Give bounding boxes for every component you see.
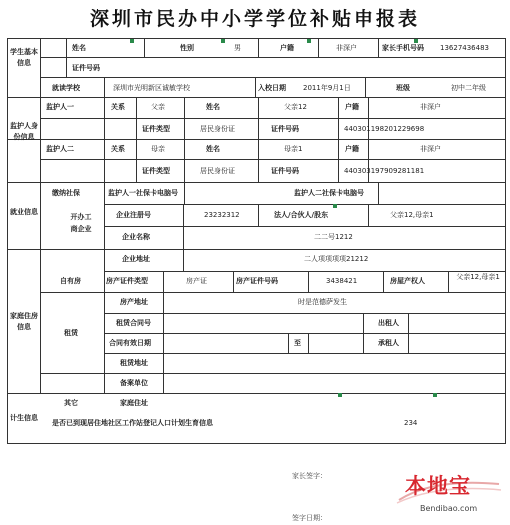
guardian1-idno-value[interactable]: 440301198201229698 (344, 125, 425, 133)
guardian2-name-label: 姓名 (206, 145, 220, 153)
guardian1-label: 监护人一 (46, 103, 74, 111)
parent-phone-label: 家长手机号码 (382, 44, 424, 52)
section-employment: 就业信息 (10, 208, 38, 216)
property-addr-value[interactable]: 时是范德萨发生 (298, 298, 347, 306)
page-title: 深圳市民办中小学学位补贴申报表 (89, 8, 420, 30)
student-gender-label: 性别 (180, 44, 194, 52)
guardian1-idtype-label: 证件类型 (142, 125, 170, 133)
cert-no-label: 房产证件号码 (236, 277, 278, 285)
guardian1-rel-value[interactable]: 父亲 (151, 103, 165, 111)
section-family-planning: 计生信息 (10, 414, 38, 422)
rent-addr-label: 租赁地址 (120, 359, 148, 367)
admit-date-value[interactable]: 2011年9月1日 (303, 84, 351, 92)
guardian2-idtype-label: 证件类型 (142, 167, 170, 175)
guardian2-rel-value[interactable]: 母亲 (151, 145, 165, 153)
section-student: 学生基本信息 (10, 48, 38, 67)
guardian1-name-value[interactable]: 父亲12 (284, 103, 307, 111)
cert-type-value[interactable]: 房产证 (186, 277, 207, 285)
guardian2-hukou-value[interactable]: 非深户 (420, 145, 441, 153)
cert-type-label: 房产证件类型 (106, 277, 148, 285)
parent-signature-label: 家长签字： (292, 472, 327, 480)
cert-no-value[interactable]: 3438421 (326, 277, 358, 285)
guardian1-rel-label: 关系 (111, 103, 125, 111)
grade-value[interactable]: 初中二年级 (451, 84, 486, 92)
company-name-value[interactable]: 二二号1212 (314, 233, 353, 241)
student-gender-value[interactable]: 男 (234, 44, 241, 52)
school-value[interactable]: 深圳市光明新区诚敏学校 (113, 84, 190, 92)
family-planning-value[interactable]: 234 (404, 419, 418, 427)
period-label: 合同有效日期 (109, 339, 151, 347)
guardian2-label: 监护人二 (46, 145, 74, 153)
rent-label: 租赁 (64, 329, 78, 337)
lessee-label: 承租人 (378, 339, 399, 347)
sign-date-label: 签字日期： (292, 514, 327, 522)
section-guardian: 监护人身份信息 (10, 122, 38, 141)
bendibao-logo-text: 本地宝 (405, 474, 471, 498)
owner-value[interactable]: 父亲12,母亲1 (456, 273, 500, 281)
student-name-label: 姓名 (72, 44, 86, 52)
company-addr-label: 企业地址 (122, 255, 150, 263)
guardian2-idno-value[interactable]: 440303197909281181 (344, 167, 425, 175)
period-to-label: 至 (294, 339, 301, 347)
student-hukou-value[interactable]: 非深户 (336, 44, 357, 52)
application-form (7, 38, 506, 444)
company-addr-value[interactable]: 二人项项项项21212 (304, 255, 369, 263)
guardian2-hukou-label: 户籍 (345, 145, 359, 153)
family-planning-question: 是否已到现居住地社区工作站登记人口计划生育信息 (52, 419, 213, 427)
bendibao-site: Bendibao.com (420, 504, 478, 513)
other-label: 其它 (64, 399, 78, 407)
reg-no-value[interactable]: 23232312 (204, 211, 240, 219)
student-id-label: 证件号码 (72, 64, 100, 72)
lessor-label: 出租人 (378, 319, 399, 327)
guardian1-hukou-label: 户籍 (345, 103, 359, 111)
guardian1-idtype-value[interactable]: 居民身份证 (200, 125, 235, 133)
legal-person-label: 法人/合伙人/股东 (274, 211, 329, 219)
guardian2-card-label: 监护人二社保卡电脑号 (294, 189, 364, 197)
record-unit-label: 备案单位 (120, 379, 148, 387)
business-label: 开办工商企业 (70, 213, 92, 233)
owner-label: 房屋产权人 (390, 277, 425, 285)
guardian2-name-value[interactable]: 母亲1 (284, 145, 303, 153)
school-label: 就读学校 (52, 84, 80, 92)
guardian1-idno-label: 证件号码 (271, 125, 299, 133)
property-addr-label: 房产地址 (120, 298, 148, 306)
guardian2-idtype-value[interactable]: 居民身份证 (200, 167, 235, 175)
company-name-label: 企业名称 (122, 233, 150, 241)
admit-date-label: 入校日期 (258, 84, 286, 92)
guardian1-card-label: 监护人一社保卡电脑号 (108, 189, 178, 197)
reg-no-label: 企业注册号 (116, 211, 151, 219)
own-house-label: 自有房 (60, 277, 81, 285)
parent-phone-value[interactable]: 13627436483 (440, 44, 489, 52)
section-housing: 家庭住房信息 (10, 312, 38, 331)
home-addr-label: 家庭住址 (120, 399, 148, 407)
guardian2-rel-label: 关系 (111, 145, 125, 153)
legal-person-value[interactable]: 父亲12,母亲1 (390, 211, 434, 219)
grade-label: 班级 (396, 84, 410, 92)
guardian1-name-label: 姓名 (206, 103, 220, 111)
guardian1-hukou-value[interactable]: 非深户 (420, 103, 441, 111)
guardian2-idno-label: 证件号码 (271, 167, 299, 175)
contract-no-label: 租赁合同号 (116, 319, 151, 327)
social-insurance-label: 缴纳社保 (52, 189, 80, 197)
student-hukou-label: 户籍 (280, 44, 294, 52)
